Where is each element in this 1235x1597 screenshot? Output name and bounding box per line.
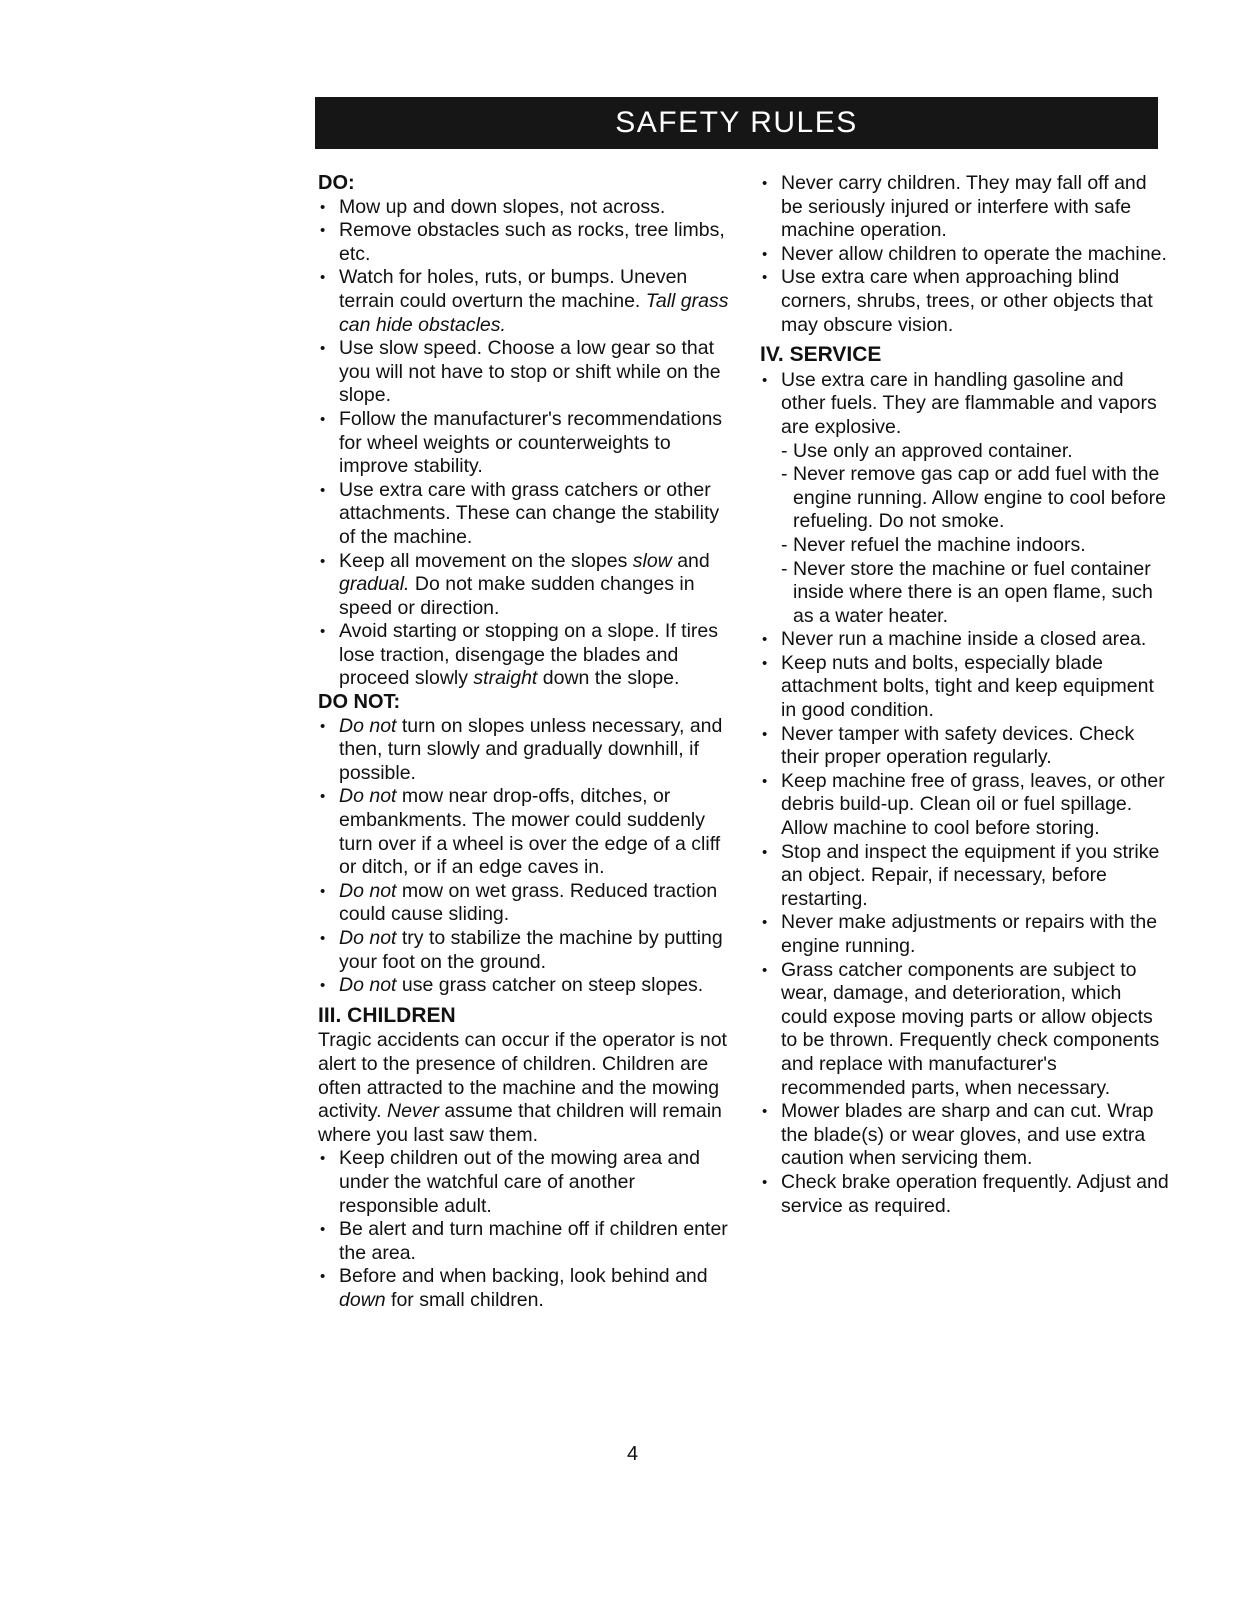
service-list	[760, 369, 1170, 1218]
list-item: • Do not use grass catcher on steep slopes.	[318, 974, 738, 998]
list-item: • Do not try to stabilize the machine by putting your foot on the ground.	[318, 927, 738, 974]
list-item: • Do not mow near drop-offs, ditches, or embankments. The mower could suddenly turn over if a wheel is over the edge of a cliff or ditch, or if an edge caves in.	[318, 785, 738, 879]
sub-list-item: - Never refuel the machine indoors.	[781, 534, 1170, 558]
list-item: • Follow the manufacturer's recommendations for wheel weights or counterweights to improve stability.	[318, 408, 738, 479]
do-heading: DO:	[318, 172, 355, 194]
list-item: • Never tamper with safety devices. Check their proper operation regularly.	[760, 723, 1170, 770]
page-banner: SAFETY RULES	[315, 97, 1158, 149]
sub-list-item: - Never store the machine or fuel container inside where there is an open flame, such as a water heater.	[781, 558, 1170, 629]
list-item: • Never carry children. They may fall off and be seriously injured or interfere with safe machine operation.	[760, 172, 1170, 243]
list-item: • Grass catcher components are subject to wear, damage, and deterioration, which could expose moving parts or allow objects to be thrown. Frequently check components and replace with manufacturer's recommended parts, when necessary.	[760, 959, 1170, 1101]
do-not-heading: DO NOT:	[318, 691, 401, 714]
list-item: • Use extra care with grass catchers or other attachments. These can change the stability of the machine.	[318, 479, 738, 550]
service-heading: IV. SERVICE	[760, 343, 882, 367]
list-item: • Keep children out of the mowing area and under the watchful care of another responsible adult.	[318, 1147, 738, 1218]
list-item: • Never make adjustments or repairs with the engine running.	[760, 911, 1170, 958]
list-item: • Never allow children to operate the machine.	[760, 243, 1170, 267]
sub-list-item: - Never remove gas cap or add fuel with the engine running. Allow engine to cool before refueling. Do not smoke.	[781, 463, 1170, 534]
list-item: • Watch for holes, ruts, or bumps. Uneven terrain could overturn the machine. Tall grass can hide obstacles.	[318, 266, 738, 337]
list-item: • Do not mow on wet grass. Reduced traction could cause sliding.	[318, 880, 738, 927]
list-item: • Mow up and down slopes, not across.	[318, 196, 738, 220]
list-item: • Use extra care in handling gasoline and other fuels. They are flammable and vapors are explosive. - Use only an approved container. - Never remove gas cap or add fuel with the engine running. Allow engine to cool before refueling. Do not smoke. - Never refuel the machine indoors. - Never store the machine or fuel container inside where there is an open flame, such as a water heater.	[760, 369, 1170, 629]
list-item: • Never run a machine inside a closed area.	[760, 628, 1170, 652]
right-column	[760, 172, 1170, 1218]
list-item: • Stop and inspect the equipment if you strike an object. Repair, if necessary, before restarting.	[760, 841, 1170, 912]
do-not-list	[318, 715, 738, 998]
children-list	[318, 1147, 738, 1312]
fuel-sublist	[781, 440, 1170, 629]
list-item: • Mower blades are sharp and can cut. Wrap the blade(s) or wear gloves, and use extra caution when servicing them.	[760, 1100, 1170, 1171]
list-item: • Check brake operation frequently. Adjust and service as required.	[760, 1171, 1170, 1218]
children-list-continued	[760, 172, 1170, 337]
list-item: • Use extra care when approaching blind corners, shrubs, trees, or other objects that may obscure vision.	[760, 266, 1170, 337]
list-item: • Before and when backing, look behind and down for small children.	[318, 1265, 738, 1312]
list-item: • Avoid starting or stopping on a slope. If tires lose traction, disengage the blades and proceed slowly straight down the slope.	[318, 620, 738, 691]
list-item: • Keep all movement on the slopes slow and gradual. Do not make sudden changes in speed or direction.	[318, 550, 738, 621]
list-item: • Be alert and turn machine off if children enter the area.	[318, 1218, 738, 1265]
children-intro: Tragic accidents can occur if the operator is not alert to the presence of children. Children are often attracted to the machine and the mowing activity. Never assume that children will remain where you last saw them.	[318, 1029, 727, 1146]
list-item: • Use slow speed. Choose a low gear so that you will not have to stop or shift while on the slope.	[318, 337, 738, 408]
page-number: 4	[626, 1443, 639, 1465]
children-heading: III. CHILDREN	[318, 1003, 456, 1027]
left-column	[318, 172, 738, 1313]
list-item: • Remove obstacles such as rocks, tree limbs, etc.	[318, 219, 738, 266]
do-list	[318, 196, 738, 691]
list-item: • Keep nuts and bolts, especially blade attachment bolts, tight and keep equipment in good condition.	[760, 652, 1170, 723]
list-item: • Keep machine free of grass, leaves, or other debris build-up. Clean oil or fuel spillage. Allow machine to cool before storing.	[760, 770, 1170, 841]
list-item: • Do not turn on slopes unless necessary, and then, turn slowly and gradually downhill, if possible.	[318, 715, 738, 786]
sub-list-item: - Use only an approved container.	[781, 440, 1170, 464]
